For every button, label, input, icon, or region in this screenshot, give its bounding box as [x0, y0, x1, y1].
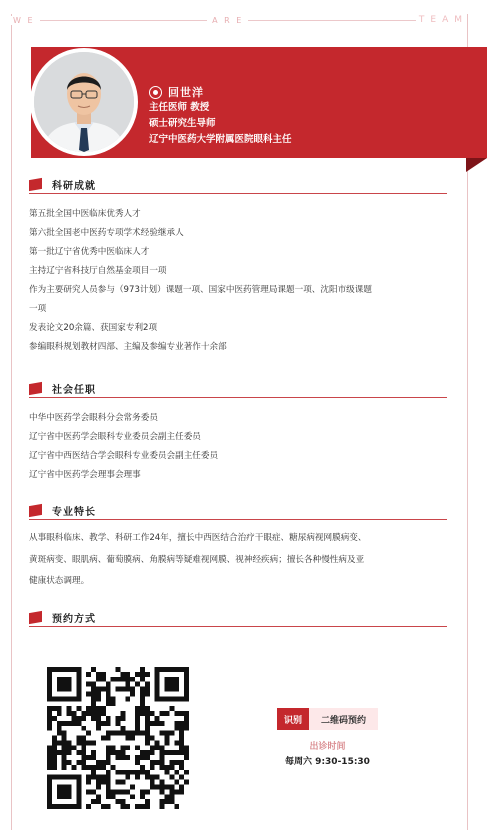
list-item: 健康状态调理。 [29, 576, 90, 586]
banner-line [40, 20, 208, 21]
doctor-title: 主任医师 教授 [149, 102, 210, 113]
scan-button[interactable]: 识别 [277, 708, 309, 730]
visit-time-label: 出诊时间 [309, 742, 346, 752]
section-header-appointment [29, 609, 447, 625]
list-item: 参编眼科规划教材四部、主编及参编专业著作十余部 [29, 342, 227, 352]
list-item: 辽宁省中西医结合学会眼科专业委员会副主任委员 [29, 451, 219, 461]
doctor-name: 回世洋 [168, 86, 204, 99]
section-divider [29, 519, 447, 520]
team-banner [11, 13, 468, 27]
doctor-avatar [30, 48, 138, 156]
header-fold [466, 158, 487, 172]
list-item: 黄斑病变、眼肌病、葡萄膜病、角膜病等疑难视网膜、视神经疾病；擅长各种慢性病及亚 [29, 555, 365, 565]
banner-we: W E [13, 15, 35, 25]
list-item: 作为主要研究人员参与（973计划）课题一项、国家中医药管理局课题一项、沈阳市级课题 [29, 285, 372, 295]
doctor-title: 辽宁中医药大学附属医院眼科主任 [149, 134, 292, 145]
list-item: 辽宁省中医药学会眼科专业委员会副主任委员 [29, 432, 201, 442]
doctor-photo [34, 52, 134, 152]
list-item: 发表论文20余篇、获国家专利2项 [29, 323, 158, 333]
list-item: 第一批辽宁省优秀中医临床人才 [29, 247, 150, 257]
section-divider [29, 193, 447, 194]
doctor-portrait-icon [34, 52, 134, 152]
list-item: 第六批全国老中医药专项学术经验继承人 [29, 228, 184, 238]
doctor-badge-icon [149, 86, 162, 99]
section-title: 预约方式 [52, 613, 96, 625]
banner-team: TEAM [418, 15, 469, 25]
doctor-name-row [149, 84, 292, 100]
qr-booking-button[interactable]: 二维码预约 [309, 708, 378, 730]
section-title: 专业特长 [52, 506, 96, 518]
list-item: 中华中医药学会眼科分会常务委员 [29, 413, 158, 423]
list-item: 一项 [29, 304, 47, 314]
visit-time-value: 每周六 9:30-15:30 [285, 757, 370, 767]
frame-left-border [11, 14, 12, 830]
qr-code-icon[interactable] [47, 667, 189, 809]
list-item: 从事眼科临床、教学、科研工作24年，擅长中西医结合治疗干眼症、糖尿病视网膜病变、 [29, 533, 367, 543]
section-flag-icon [29, 610, 42, 623]
doctor-info [149, 84, 292, 148]
doctor-title: 硕士研究生导师 [149, 118, 216, 129]
banner-line [248, 20, 416, 21]
section-title: 社会任职 [52, 384, 96, 396]
list-item: 辽宁省中医药学会理事会理事 [29, 470, 141, 480]
section-header-research [29, 176, 447, 192]
banner-are: A R E [212, 15, 244, 25]
section-header-specialty [29, 502, 447, 518]
section-divider [29, 397, 447, 398]
section-flag-icon [29, 381, 42, 394]
list-item: 第五批全国中医临床优秀人才 [29, 209, 141, 219]
list-item: 主持辽宁省科技厅自然基金项目一项 [29, 266, 167, 276]
section-flag-icon [29, 503, 42, 516]
section-header-social [29, 380, 447, 396]
section-divider [29, 626, 447, 627]
section-title: 科研成就 [52, 180, 96, 192]
section-flag-icon [29, 177, 42, 190]
